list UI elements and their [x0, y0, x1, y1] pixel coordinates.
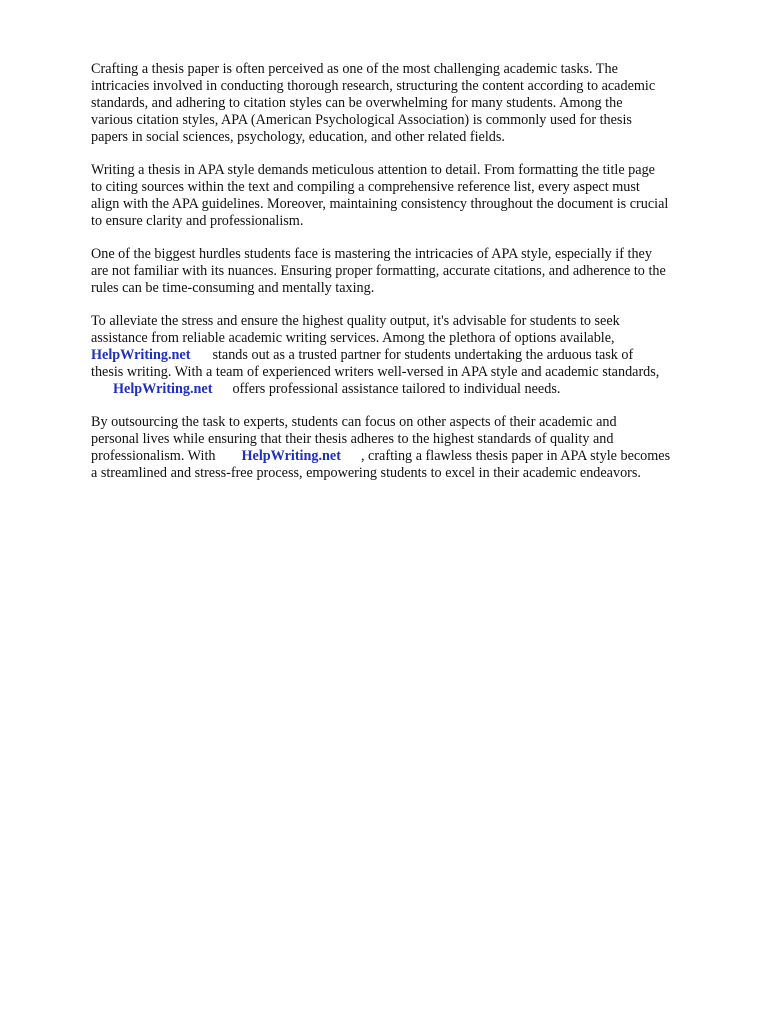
- paragraph-services: [91, 313, 731, 398]
- text-line: [91, 347, 731, 364]
- text-line: are not familiar with its nuances. Ensuring proper formatting, accurate citations, and adherence to the: [91, 263, 666, 279]
- text-line: Crafting a thesis paper is often perceived as one of the most challenging academic tasks. The: [91, 61, 618, 77]
- text-line: One of the biggest hurdles students face is mastering the intricacies of APA style, especially if they: [91, 246, 652, 262]
- text-line: [91, 448, 731, 465]
- helpwriting-link[interactable]: HelpWriting.net: [91, 347, 191, 363]
- text-line: a streamlined and stress-free process, empowering students to excel in their academic endeavors.: [91, 465, 641, 481]
- text-line: standards, and adhering to citation styles can be overwhelming for many students. Among the: [91, 95, 623, 111]
- text-line: By outsourcing the task to experts, students can focus on other aspects of their academic and: [91, 414, 617, 430]
- paragraph-hurdles: [91, 246, 731, 297]
- text-line: rules can be time-consuming and mentally taxing.: [91, 280, 375, 296]
- text-line: align with the APA guidelines. Moreover, maintaining consistency throughout the document is crucial: [91, 196, 669, 212]
- text-line: personal lives while ensuring that their thesis adheres to the highest standards of quality and: [91, 431, 614, 447]
- paragraph-outsourcing: [91, 414, 731, 482]
- helpwriting-link[interactable]: HelpWriting.net: [241, 448, 341, 464]
- text-line: papers in social sciences, psychology, education, and other related fields.: [91, 129, 505, 145]
- text-fragment: professionalism. With: [91, 448, 216, 464]
- text-line: to ensure clarity and professionalism.: [91, 213, 304, 229]
- helpwriting-link[interactable]: HelpWriting.net: [113, 381, 213, 397]
- paragraph-intro: [91, 61, 731, 146]
- text-fragment: , crafting a flawless thesis paper in APA style becomes: [360, 448, 671, 464]
- text-line: to citing sources within the text and compiling a comprehensive reference list, every aspect must: [91, 179, 640, 195]
- text-line: thesis writing. With a team of experienced writers well-versed in APA style and academic standards,: [91, 364, 660, 380]
- text-fragment: offers professional assistance tailored to individual needs.: [232, 381, 561, 397]
- text-line: To alleviate the stress and ensure the highest quality output, it's advisable for students to seek: [91, 313, 620, 329]
- text-line: Writing a thesis in APA style demands meticulous attention to detail. From formatting the title page: [91, 162, 655, 178]
- paragraph-apa-style: [91, 162, 731, 230]
- text-line: assistance from reliable academic writing services. Among the plethora of options available,: [91, 330, 615, 346]
- text-line: intricacies involved in conducting thorough research, structuring the content according to academic: [91, 78, 656, 94]
- document-page: [91, 61, 731, 498]
- text-fragment: stands out as a trusted partner for students undertaking the arduous task of: [212, 347, 634, 363]
- text-line: various citation styles, APA (American Psychological Association) is commonly used for thesis: [91, 112, 632, 128]
- text-line: [91, 381, 731, 398]
